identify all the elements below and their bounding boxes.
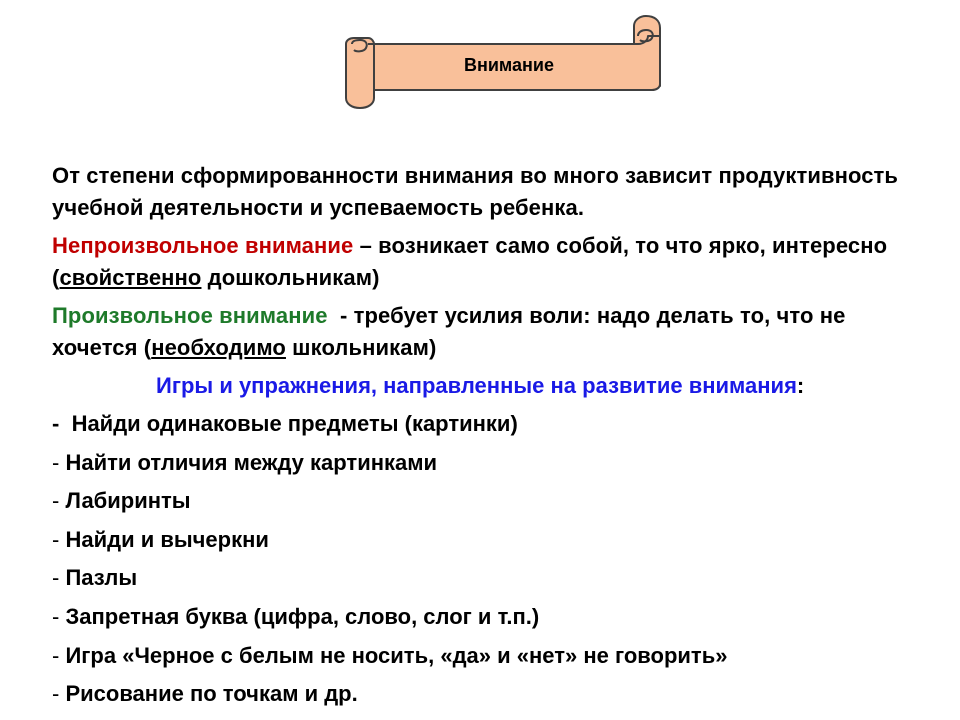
games-heading-text: Игры и упражнения, направленные на развитие внимания	[156, 373, 797, 398]
involuntary-underlined-word: свойственно	[59, 265, 202, 290]
list-item: - Пазлы	[52, 565, 138, 591]
list-item: - Найди и вычеркни	[52, 526, 269, 552]
voluntary-attention-term: Произвольное внимание	[52, 303, 328, 328]
main-content	[52, 160, 932, 717]
games-heading-colon: :	[796, 373, 805, 398]
list-item: - Рисование по точкам и др.	[52, 681, 358, 707]
title-scroll-banner	[338, 14, 668, 112]
games-heading	[156, 370, 932, 402]
list-item: - Лабиринты	[52, 488, 191, 514]
list-item: - Запретная буква (цифра, слово, слог и т.п.)	[52, 603, 540, 629]
involuntary-attention-paragraph	[52, 230, 932, 294]
list-item: - Игра «Черное с белым не носить, «да» и «нет» не говорить»	[52, 642, 728, 668]
intro-paragraph: От степени сформированности внимания во много зависит продуктивность учебной деятельности и успеваемость ребенка.	[52, 163, 899, 220]
list-item: - Найти отличия между картинками	[52, 449, 438, 475]
games-list	[52, 408, 932, 717]
involuntary-text-before: – возникает само собой, то что ярко, интересно (	[52, 233, 888, 290]
voluntary-text-after: школьникам)	[285, 335, 437, 360]
voluntary-text-before: - требует усилия воли: надо делать то, что не хочется (	[52, 303, 852, 360]
voluntary-underlined-word: необходимо	[151, 335, 286, 360]
page-title: Внимание	[464, 54, 554, 75]
list-item: - Найди одинаковые предметы (картинки)	[52, 411, 518, 436]
voluntary-attention-paragraph	[52, 300, 932, 364]
involuntary-attention-term: Непроизвольное внимание	[52, 233, 354, 258]
involuntary-text-after: дошкольникам)	[201, 265, 380, 290]
